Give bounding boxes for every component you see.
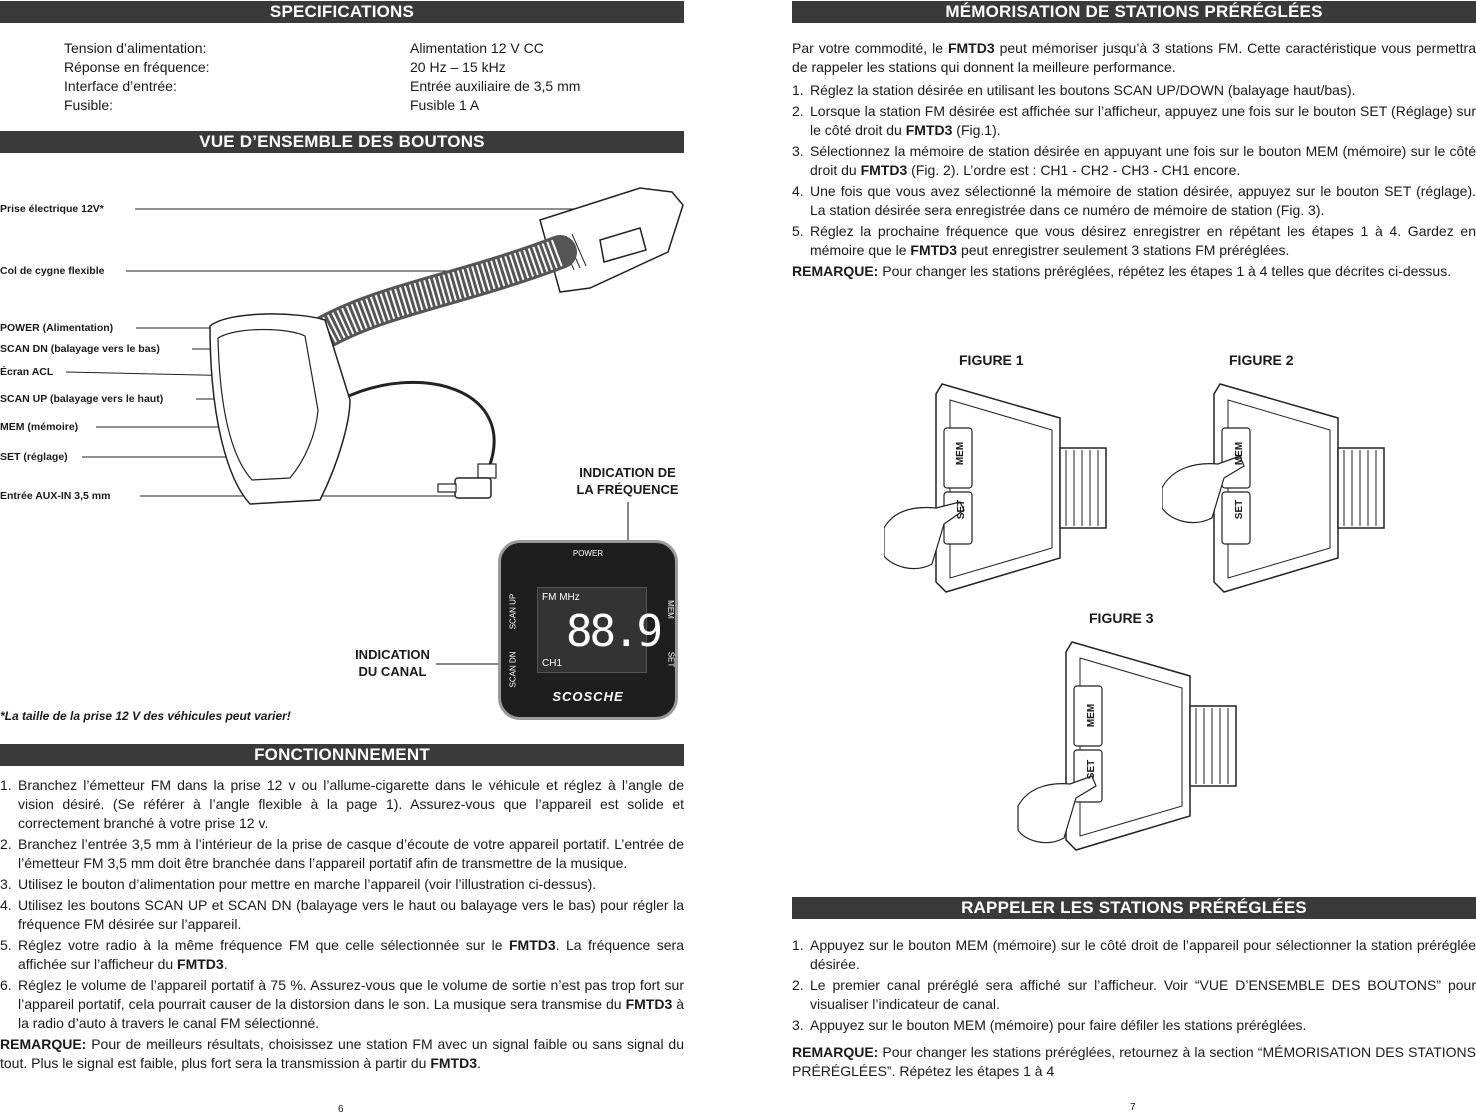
spec-label-voltage: Tension d’alimentation: bbox=[64, 40, 207, 56]
operation-step: 1. Branchez l’émetteur FM dans la prise 12 v ou l’allume-cigarette dans le véhicule et réglez à l’angle de vision désiré. (Se référer à l’angle flexible à la page 1). Assurez-vous que l’appareil est solide et correctement branché à votre prise 12 v. bbox=[0, 777, 684, 831]
device-scan-dn-label: SCAN DN bbox=[508, 651, 518, 688]
memorize-steps bbox=[792, 81, 1476, 260]
memorize-section bbox=[792, 39, 1476, 281]
recall-header: RAPPELER LES STATIONS PRÉRÉGLÉES bbox=[792, 897, 1476, 919]
label-scan-dn: SCAN DN (balayage vers le bas) bbox=[0, 343, 160, 355]
channel-indication-label: INDICATION DU CANAL bbox=[355, 647, 430, 679]
recall-step: 2. Le premier canal préréglé sera affiché sur l’afficheur. Voir “VUE D’ENSEMBLE DES BOUTONS” pour visualiser l’indicateur de canal. bbox=[792, 977, 1476, 1012]
device-set-label: SET bbox=[666, 651, 676, 668]
operation-step: 5. Réglez votre radio à la même fréquence FM que celle sélectionnée sur le FMTD3. La fréquence sera affichée sur l’afficheur du FMTD3. bbox=[0, 937, 684, 972]
socket-footnote: *La taille de la prise 12 V des véhicules peut varier! bbox=[0, 709, 291, 723]
memorize-step: 2. Lorsque la station FM désirée est affichée sur l’afficheur, appuyez une fois sur le bouton SET (Réglage) sur le côté droit du FMTD3 (Fig.1). bbox=[792, 103, 1476, 138]
lcd-fm-mhz: FM MHz bbox=[542, 592, 580, 603]
operation-steps bbox=[0, 776, 684, 1033]
figure-2-mem-label: MEM bbox=[1234, 441, 1246, 466]
label-scan-up: SCAN UP (balayage vers le haut) bbox=[0, 393, 164, 405]
device-lcd bbox=[537, 587, 660, 673]
specifications-header: SPECIFICATIONS bbox=[0, 1, 684, 23]
label-mem: MEM (mémoire) bbox=[0, 421, 79, 433]
label-lcd: Écran ACL bbox=[0, 366, 54, 378]
spec-value-fuse: Fusible 1 A bbox=[410, 97, 480, 113]
label-aux: Entrée AUX-IN 3,5 mm bbox=[0, 490, 111, 502]
lcd-frequency: 88.9 bbox=[566, 606, 660, 657]
operation-step: 4. Utilisez les boutons SCAN UP et SCAN DN (balayage vers le haut ou balayage vers le bas) pour régler la fréquence FM désirée sur l’appareil. bbox=[0, 897, 684, 932]
figure-2-illustration bbox=[1162, 378, 1402, 598]
figure-3-illustration bbox=[1014, 636, 1254, 856]
memorize-intro: Par votre commodité, le FMTD3 peut mémoriser jusqu’à 3 stations FM. Cette caractéristique vous permettra de rappeler les stations qui donnent la meilleure performance. bbox=[792, 40, 1476, 75]
operation-step: 6. Réglez le volume de l’appareil portatif à 75 %. Assurez-vous que le volume de sortie n’est pas trop fort sur l’appareil portatif, cela pourrait causer de la distorsion dans le son. La musique sera transmise du FMTD3 à la radio d’auto à travers le canal FM sélectionné. bbox=[0, 977, 684, 1031]
memorize-step: 5. Réglez la prochaine fréquence que vous désirez enregistrer en répétant les étapes 1 à 4. Gardez en mémoire que le FMTD3 peut enregistrer seulement 3 stations FM préréglées. bbox=[792, 223, 1476, 258]
label-power: POWER (Alimentation) bbox=[0, 322, 114, 334]
memorize-step: 4. Une fois que vous avez sélectionné la mémoire de station désirée, appuyez sur le bouton SET (réglage). La station désirée sera enregistrée dans ce numéro de mémoire de station (Fig. 3). bbox=[792, 183, 1476, 218]
figure-3-mem-label: MEM bbox=[1086, 703, 1098, 728]
recall-note: REMARQUE: Pour changer les stations préréglées, retournez à la section “MÉMORISATION DES STATIONS PRÉRÉGLÉES”. Répétez les étapes 1 à 4 bbox=[792, 1044, 1476, 1079]
operation-header: FONCTIONNNEMENT bbox=[0, 744, 684, 766]
device-scan-up-label: SCAN UP bbox=[508, 593, 518, 630]
figure-1-mem-label: MEM bbox=[955, 441, 967, 466]
lcd-channel: CH1 bbox=[542, 658, 563, 669]
figure-1-caption: FIGURE 1 bbox=[959, 352, 1024, 368]
recall-steps bbox=[792, 936, 1476, 1035]
device-face bbox=[498, 540, 678, 720]
memorize-note: REMARQUE: Pour changer les stations préréglées, répétez les étapes 1 à 4 telles que décrites ci-dessus. bbox=[792, 263, 1452, 279]
figure-3-caption: FIGURE 3 bbox=[1089, 610, 1154, 626]
spec-value-frequency: 20 Hz – 15 kHz bbox=[410, 59, 506, 75]
recall-section bbox=[792, 936, 1476, 1081]
page-number-left: 6 bbox=[338, 1104, 344, 1115]
overview-header: VUE D’ENSEMBLE DES BOUTONS bbox=[0, 131, 684, 153]
device-power-label: POWER bbox=[572, 549, 604, 558]
spec-label-input: Interface d’entrée: bbox=[64, 78, 177, 94]
spec-value-voltage: Alimentation 12 V CC bbox=[410, 40, 544, 56]
memorize-step: 1. Réglez la station désirée en utilisant les boutons SCAN UP/DOWN (balayage haut/bas). bbox=[792, 82, 1356, 98]
label-socket: Prise électrique 12V* bbox=[0, 203, 104, 215]
device-mem-label: MEM bbox=[665, 600, 675, 619]
recall-step: 3. Appuyez sur le bouton MEM (mémoire) pour faire défiler les stations préréglées. bbox=[792, 1017, 1307, 1033]
figure-2-set-label: SET bbox=[1234, 499, 1246, 520]
memorize-header: MÉMORISATION DE STATIONS PRÉRÉGLÉES bbox=[792, 1, 1476, 23]
label-set: SET (réglage) bbox=[0, 451, 68, 463]
recall-step: 1. Appuyez sur le bouton MEM (mémoire) sur le côté droit de l’appareil pour sélectionner la station préréglée désirée. bbox=[792, 937, 1476, 972]
memorize-step: 3. Sélectionnez la mémoire de station désirée en appuyant une fois sur le bouton MEM (mémoire) sur le côté droit du FMTD3 (Fig. 2). L’ordre est : CH1 - CH2 - CH3 - CH1 encore. bbox=[792, 143, 1476, 178]
figure-1-set-label: SET bbox=[956, 499, 968, 520]
operation-step: 3. Utilisez le bouton d’alimentation pour mettre en marche l’appareil (voir l’illustration ci-dessus). bbox=[0, 876, 597, 892]
operation-note: REMARQUE: Pour de meilleurs résultats, choisissez une station FM avec un signal faible ou sans signal du tout. Plus le signal est faible, plus fort sera la transmission à partir du FMTD3. bbox=[0, 1036, 684, 1071]
frequency-indication-label: INDICATION DE LA FRÉQUENCE bbox=[576, 465, 679, 497]
spec-label-frequency: Réponse en fréquence: bbox=[64, 59, 210, 75]
page-number-right: 7 bbox=[1130, 1102, 1136, 1113]
figure-1-illustration bbox=[884, 378, 1124, 598]
device-brand-logo: SCOSCHE bbox=[552, 689, 624, 704]
figure-3-set-label: SET bbox=[1086, 759, 1098, 780]
label-gooseneck: Col de cygne flexible bbox=[0, 265, 105, 277]
spec-value-input: Entrée auxiliaire de 3,5 mm bbox=[410, 78, 581, 94]
figure-2-caption: FIGURE 2 bbox=[1229, 352, 1294, 368]
spec-label-fuse: Fusible: bbox=[64, 97, 114, 113]
operation-step: 2. Branchez l’entrée 3,5 mm à l’intérieur de la prise de casque d’écoute de votre appareil portatif. L’entrée de l’émetteur FM 3,5 mm doit être branchée dans l’appareil portatif afin de transmettre de la musique. bbox=[0, 836, 684, 871]
operation-section bbox=[0, 776, 684, 1073]
